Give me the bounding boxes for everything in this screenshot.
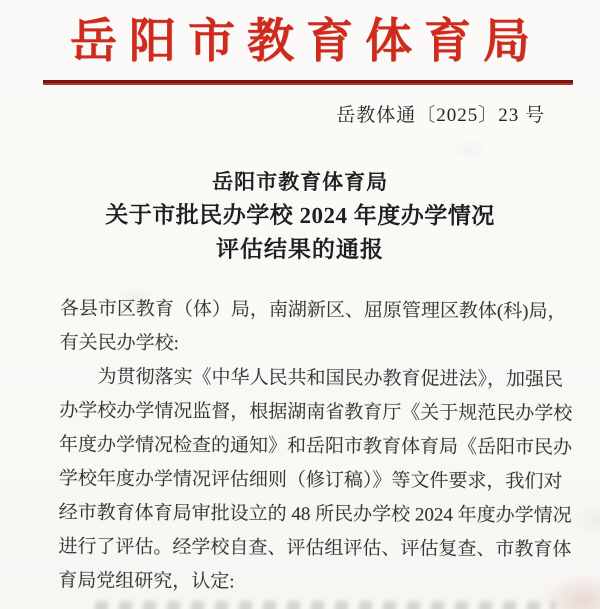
agency-letterhead: 岳阳市教育体育局 xyxy=(70,16,542,68)
cutoff-next-line xyxy=(95,601,555,609)
body-text-line: 经市教育体育局审批设立的 48 所民办学校 2024 年度办学情况 xyxy=(58,502,572,527)
body-text-line: 育局党组研究，认定: xyxy=(58,570,235,593)
body-text-line: 学校年度办学情况评估细则（修订稿）》等文件要求，我们对 xyxy=(58,468,563,493)
document-title-line-3: 评估结果的通报 xyxy=(215,236,384,263)
salutation-line-2: 有关民办学校: xyxy=(59,332,180,355)
salutation-line-1: 各县市区教育（体）局，南湖新区、屈原管理区教体(科)局， xyxy=(59,298,567,323)
body-text-line: 为贯彻落实《中华人民共和国民办教育促进法》，加强民 xyxy=(97,366,564,391)
document-body xyxy=(0,292,600,602)
document-title-line-1: 岳阳市教育体育局 xyxy=(212,169,389,195)
document-title xyxy=(0,164,600,268)
document-number: 岳教体通〔2025〕23 号 xyxy=(336,105,545,126)
body-text-line: 年度办学情况检查的通知》和岳阳市教育体育局《岳阳市民办 xyxy=(59,434,573,459)
body-text-line: 进行了评估。经学校自查、评估组评估、评估复查、市教育体 xyxy=(58,536,572,561)
red-separator-rule xyxy=(43,80,573,85)
document-title-line-2: 关于市批民办学校 2024 年度办学情况 xyxy=(105,202,495,229)
body-text-line: 办学校办学情况监督，根据湖南省教育厅《关于规范民办学校 xyxy=(59,400,573,425)
